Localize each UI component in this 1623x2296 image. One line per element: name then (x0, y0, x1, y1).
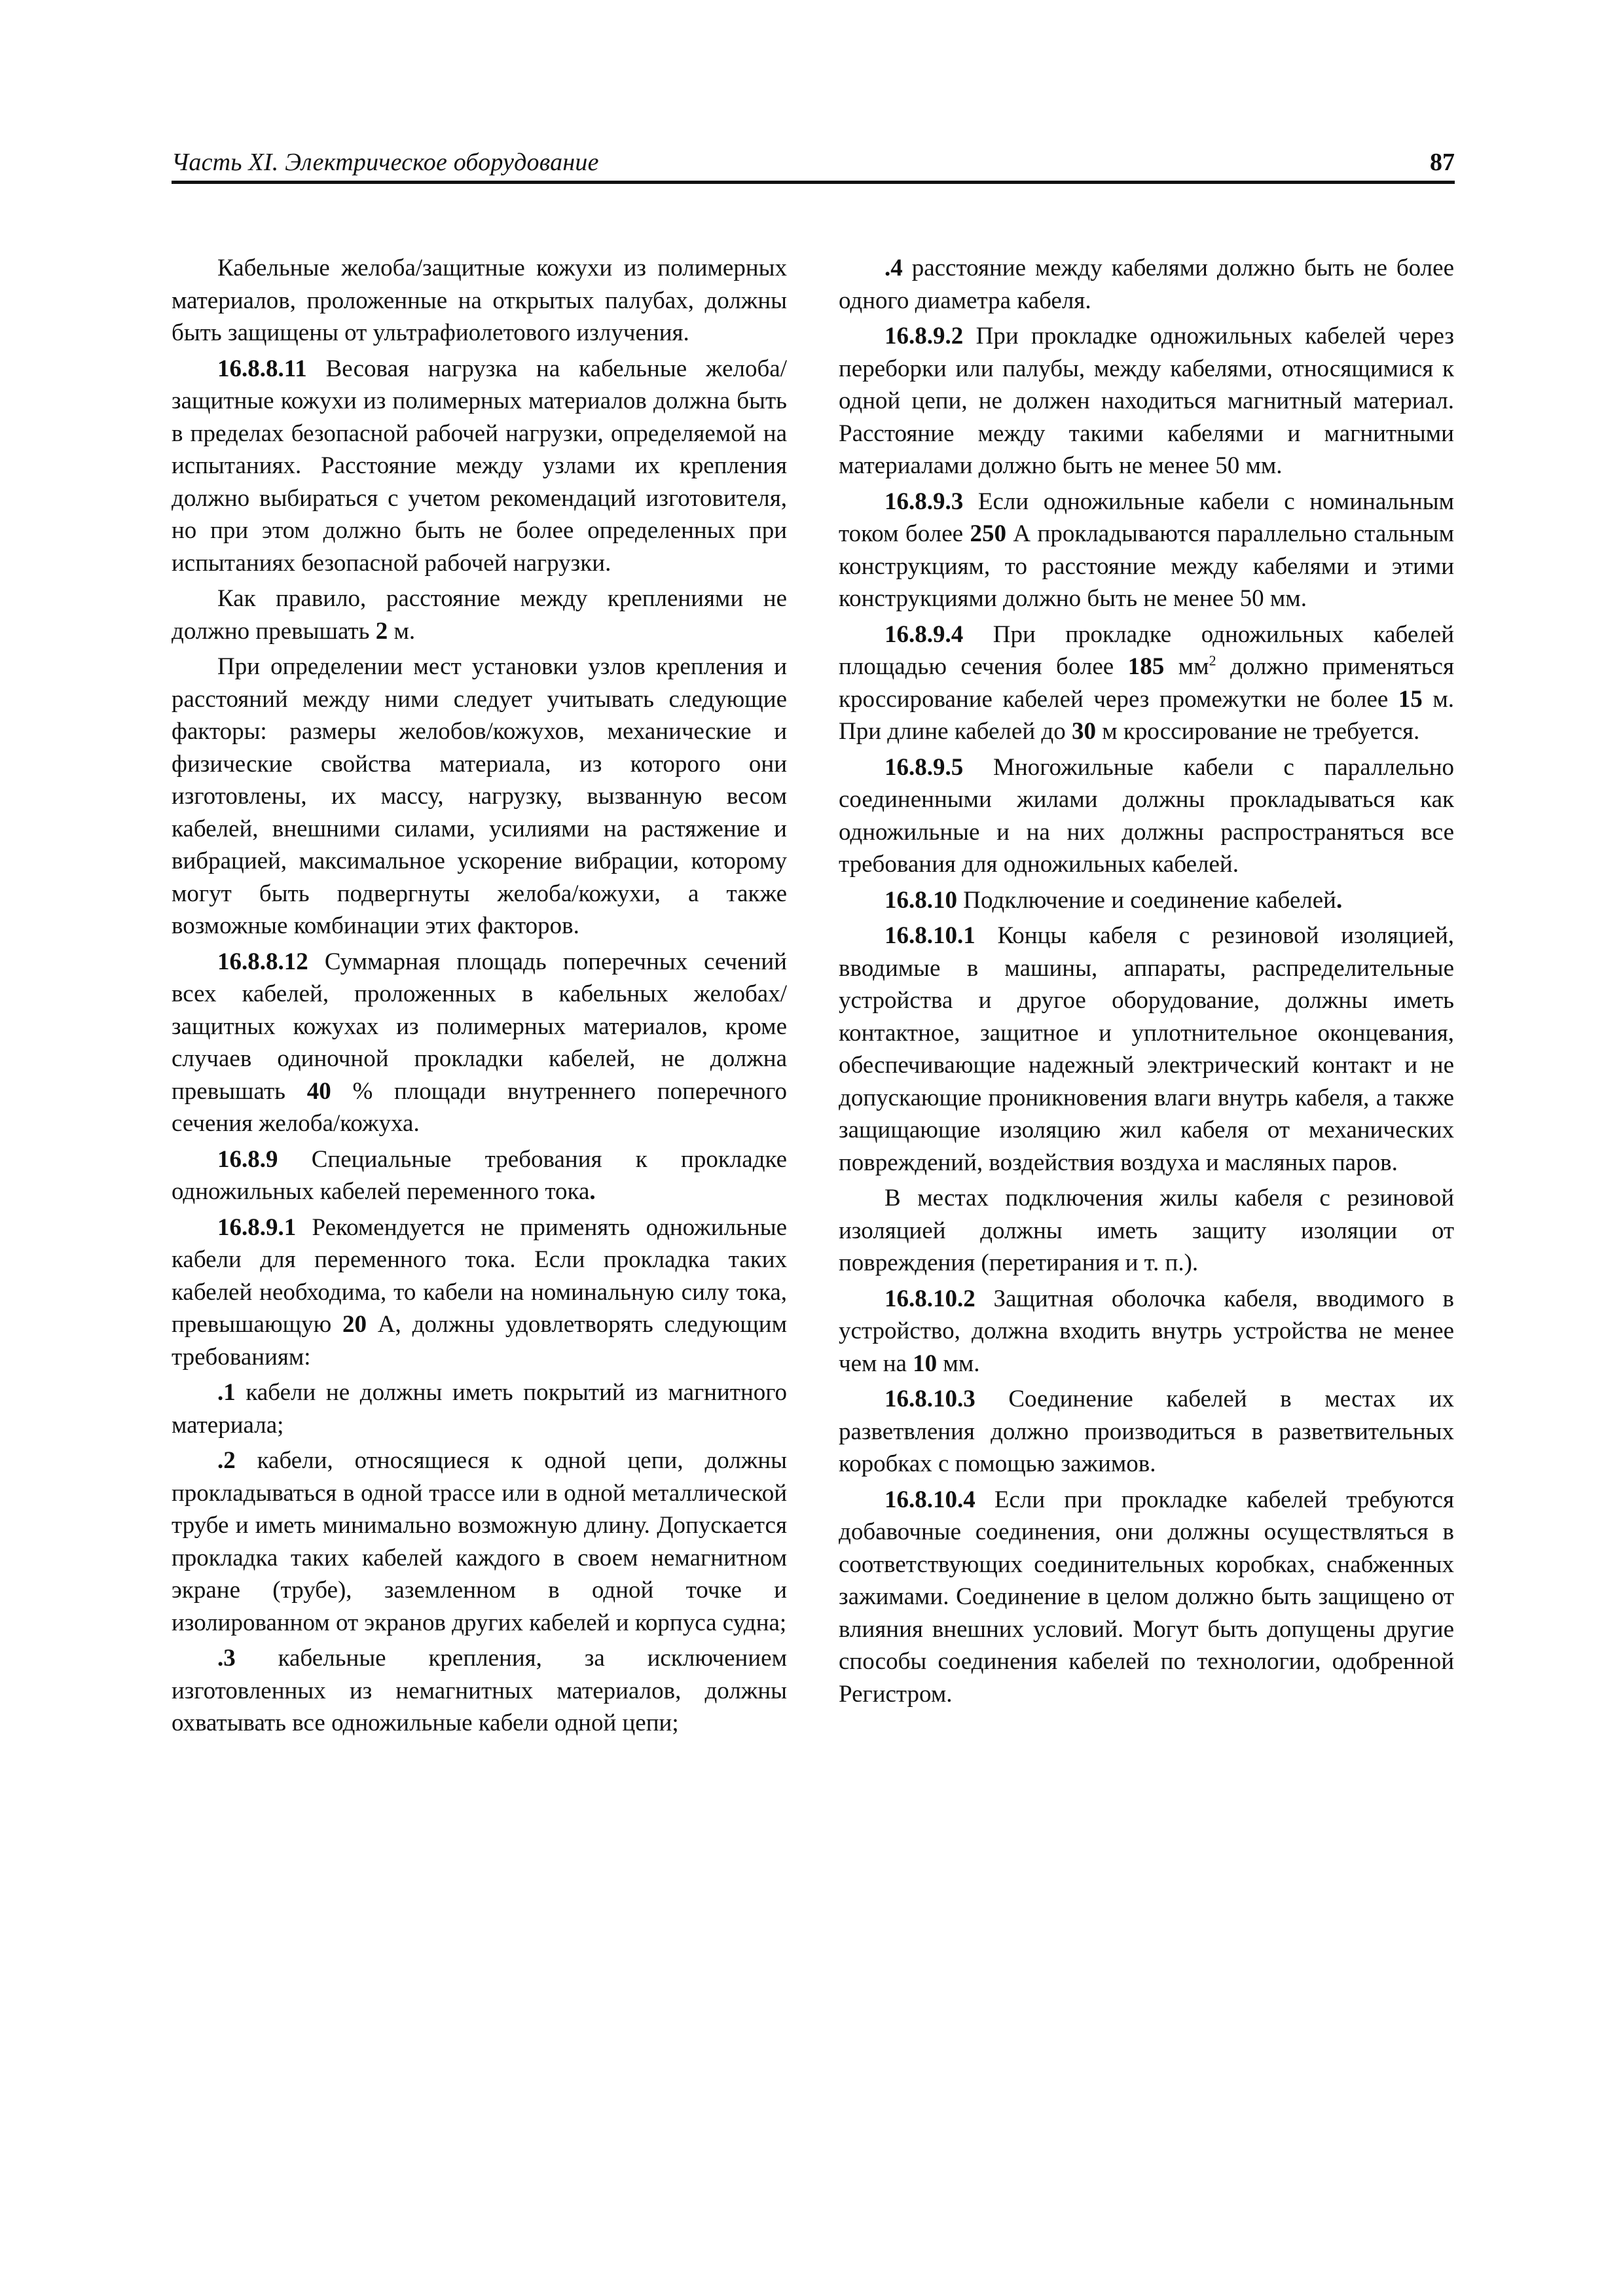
list-item: .4 расстояние между кабелями должно быть не более одного диаметра кабеля. (839, 255, 1454, 314)
list-item: .1 кабели не должны иметь покрытий из магнитного материала; (172, 1379, 787, 1439)
clause-number: 16.8.9.3 (884, 488, 964, 515)
clause-number: 16.8.8.11 (217, 355, 307, 382)
clause-number: 16.8.10.2 (884, 1285, 976, 1312)
page-number: 87 (1430, 149, 1455, 176)
clause-number: 16.8.8.12 (217, 948, 308, 975)
section-heading: 16.8.9 Специальные требования к прокладке одножильных кабелей переменного тока. (172, 1145, 787, 1205)
clause-number: 16.8.10.4 (884, 1486, 976, 1513)
paragraph: 16.8.10.2 Защитная оболочка кабеля, вводимого в устройство, должна входить внутрь устройства не менее чем на 10 мм. (839, 1285, 1454, 1377)
paragraph: 16.8.10.3 Соединение кабелей в местах их разветвления должно производиться в разветвительных коробках с помощью зажимов. (839, 1386, 1454, 1477)
paragraph: 16.8.8.11 Весовая нагрузка на кабельные желоба/защитные кожухи из полимерных материалов должна быть в пределах безопасной рабочей нагрузки, определяемой на испытаниях. Расстояние между узлами их крепления должно выбираться с учетом рекомендаций изготовителя, но при этом должно быть не более определенных при испытаниях безопасной рабочей нагрузки. (172, 355, 787, 577)
clause-number: 16.8.9.4 (884, 620, 964, 648)
list-item: .2 кабели, относящиеся к одной цепи, должны прокладываться в одной трассе или в одной металлической трубе и иметь минимально возможную длину. Допускается прокладка таких кабелей каждого в своем немагнитном экране (трубе), заземленном в одной точке и изолированном от экранов других кабелей и корпуса судна; (172, 1447, 787, 1636)
paragraph: 16.8.9.3 Если одножильные кабели с номинальным током более 250 А прокладываются параллельно стальным конструкциям, то расстояние между кабелями и этими конструкциями должно быть не менее 50 мм. (839, 488, 1454, 612)
paragraph: 16.8.10.4 Если при прокладке кабелей требуются добавочные соединения, они должны осуществляться в соответствующих соединительных коробках, снабженных зажимами. Соединение в целом должно быть защищено от влияния внешних условий. Могут быть допущены другие способы соединения кабелей по технологии, одобренной Регистром. (839, 1486, 1454, 1708)
clause-number: 16.8.9.1 (217, 1213, 297, 1241)
paragraph: При определении мест установки узлов крепления и расстояний между ними следует учитывать следующие факторы: размеры желобов/кожухов, механические и физические свойства материала, из которого они изготовлены, их массу, нагрузку, вызванную весом кабелей, внешними силами, усилиями на растяжение и вибрацией, максимальное ускорение вибрации, которому могут быть подвергнуты желоба/кожухи, а также возможные комбинации этих факторов. (172, 653, 787, 939)
paragraph: 16.8.9.1 Рекомендуется не применять одножильные кабели для переменного тока. Если прокладка таких кабелей необходима, то кабели на номинальную силу тока, превышающую 20 А, должны удовлетворять следующим требованиям: (172, 1213, 787, 1371)
paragraph: Кабельные желоба/защитные кожухи из полимерных материалов, проложенные на открытых палубах, должны быть защищены от ультрафиолетового излучения. (172, 255, 787, 346)
paragraph: 16.8.9.5 Многожильные кабели с параллельно соединенными жилами должны прокладываться как одножильные и на них должны распространяться все требования для одножильных кабелей. (839, 753, 1454, 878)
item-number: .1 (217, 1379, 236, 1406)
clause-number: 16.8.9.5 (884, 753, 964, 781)
clause-number: 16.8.10 (884, 886, 957, 914)
clause-number: 16.8.10.3 (884, 1386, 976, 1412)
item-number: .3 (217, 1645, 236, 1672)
right-column (839, 252, 1454, 1713)
paragraph: 16.8.8.12 Суммарная площадь поперечных сечений всех кабелей, проложенных в кабельных желобах/защитных кожухах из полимерных материалов, кроме случаев одиночной прокладки кабелей, не должна превышать 40 % площади внутреннего поперечного сечения желоба/кожуха. (172, 948, 787, 1137)
item-number: .2 (217, 1447, 236, 1474)
section-heading: 16.8.10 Подключение и соединение кабелей. (884, 886, 1343, 914)
paragraph: В местах подключения жилы кабеля с резиновой изоляцией должны иметь защиту изоляции от повреждения (перетирания и т. п.). (839, 1185, 1454, 1276)
list-item: .3 кабельные крепления, за исключением изготовленных из немагнитных материалов, должны охватывать все одножильные кабели одной цепи; (172, 1645, 787, 1736)
paragraph: 16.8.10.1 Концы кабеля с резиновой изоляцией, вводимые в машины, аппараты, распределительные устройства и другое оборудование, должны иметь контактное, защитное и уплотнительное оконцевания, обеспечивающие надежный электрический контакт и не допускающие проникновения влаги внутрь кабеля, а также защищающие изоляцию жил кабеля от механических повреждений, воздействия воздуха и масляных паров. (839, 922, 1454, 1176)
clause-number: 16.8.9 (217, 1145, 278, 1173)
left-column (172, 252, 787, 1743)
item-number: .4 (884, 255, 903, 281)
clause-number: 16.8.10.1 (884, 922, 976, 949)
page-header (172, 140, 1455, 184)
header-title: Часть XI. Электрическое оборудование (172, 149, 599, 176)
clause-number: 16.8.9.2 (884, 323, 964, 350)
paragraph: 16.8.9.4 При прокладке одножильных кабелей площадью сечения более 185 $мм^2$ должно применяться кроссирование кабелей через промежутки не более 15 м. При длине кабелей до 30 м кроссирование не требуется. (839, 620, 1454, 745)
paragraph: 16.8.9.2 При прокладке одножильных кабелей через переборки или палубы, между кабелями, относящимися к одной цепи, не должен находиться магнитный материал. Расстояние между такими кабелями и магнитными материалами должно быть не менее 50 мм. (839, 323, 1454, 479)
paragraph: Как правило, расстояние между креплениями не должно превышать 2 м. (172, 585, 787, 645)
